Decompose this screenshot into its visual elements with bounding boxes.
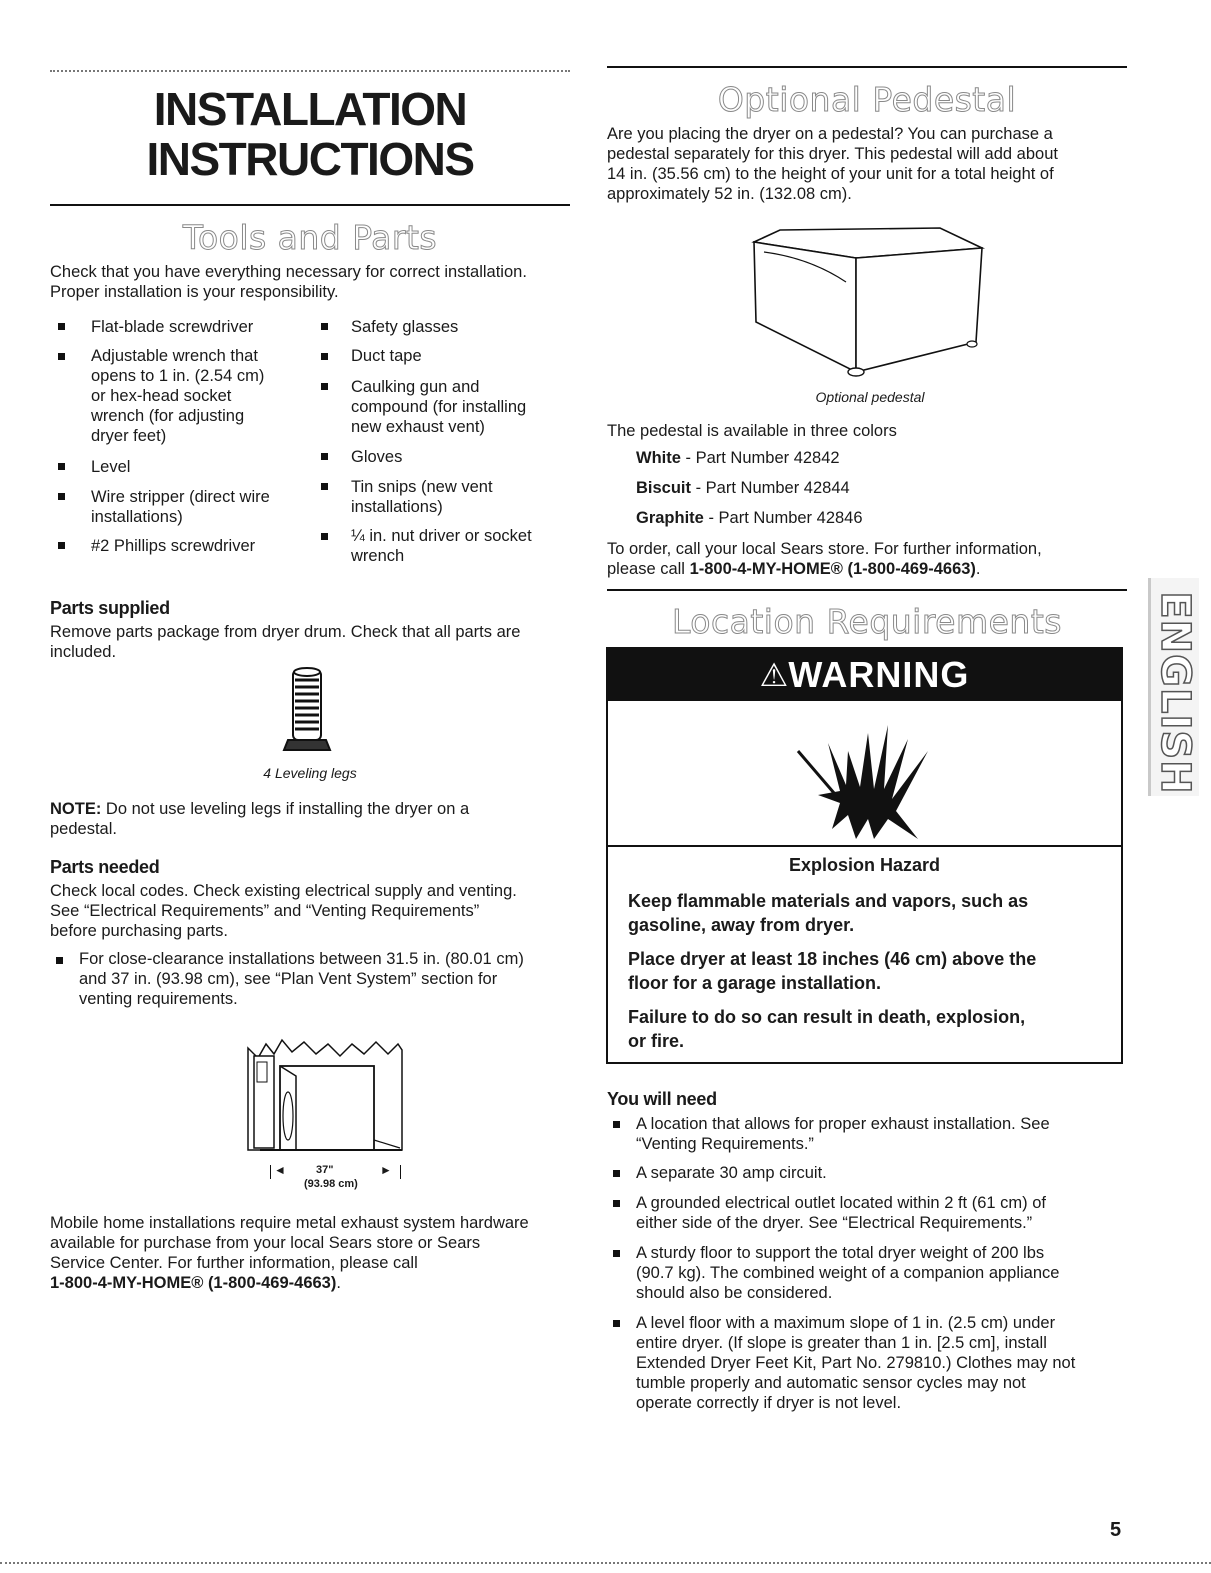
text-line: included. bbox=[50, 643, 117, 661]
part-number: - Part Number 42846 bbox=[703, 509, 863, 527]
color-option bbox=[636, 478, 850, 498]
warning-line: or fire. bbox=[628, 1031, 685, 1051]
hazard-title: Explosion Hazard bbox=[788, 855, 941, 875]
warning-line: floor for a garage installation. bbox=[628, 973, 882, 993]
warning-divider bbox=[608, 845, 1121, 847]
list-item bbox=[351, 346, 422, 366]
parts-needed-heading: Parts needed bbox=[50, 857, 160, 877]
list-item-text: should also be considered. bbox=[636, 1284, 833, 1302]
list-item-text: Extended Dryer Feet Kit, Part No. 279810.) Clothes may not bbox=[636, 1354, 1076, 1372]
list-item-text: new exhaust vent) bbox=[351, 418, 485, 436]
list-item bbox=[636, 1114, 1050, 1154]
list-item bbox=[636, 1313, 1075, 1413]
warning-header bbox=[608, 649, 1121, 701]
text-span: please call bbox=[607, 560, 690, 578]
text-span: . bbox=[975, 560, 981, 578]
list-item-text: For close-clearance installations between 31.5 in. (80.01 cm) bbox=[79, 950, 524, 968]
title-line-1: INSTALLATION bbox=[153, 83, 467, 135]
list-item bbox=[351, 526, 532, 566]
phone-number: 1-800-4-MY-HOME® (1-800-469-4663) bbox=[689, 560, 976, 578]
text-line bbox=[50, 1273, 580, 1293]
list-item-text: wrench bbox=[351, 547, 405, 565]
bullet bbox=[58, 493, 65, 500]
color-name: Biscuit bbox=[636, 479, 692, 497]
divider bbox=[50, 204, 570, 206]
leveling-note bbox=[50, 799, 580, 839]
list-item-text: installations) bbox=[351, 498, 443, 516]
text-line-end: . bbox=[336, 1274, 341, 1292]
list-item-text: A sturdy floor to support the total dryer weight of 200 lbs bbox=[636, 1244, 1045, 1262]
list-item-text: venting requirements. bbox=[79, 990, 238, 1008]
list-item-text: installations) bbox=[91, 508, 183, 526]
clearance-dimension bbox=[270, 1163, 402, 1197]
list-item-text: opens to 1 in. (2.54 cm) bbox=[91, 367, 265, 385]
list-item-text: operate correctly if dryer is not level. bbox=[636, 1394, 902, 1412]
color-option bbox=[636, 508, 863, 528]
list-item-text: compound (for installing bbox=[351, 398, 527, 416]
text-line: 14 in. (35.56 cm) to the height of your unit for a total height of bbox=[607, 165, 1054, 183]
warning-box bbox=[606, 647, 1123, 1064]
list-item-text: entire dryer. (If slope is greater than 1 in. [2.5 cm], install bbox=[636, 1334, 1047, 1352]
note-line: pedestal. bbox=[50, 820, 117, 838]
arrow-right-icon: ► bbox=[380, 1163, 392, 1177]
dimension-cm: (93.98 cm) bbox=[304, 1178, 358, 1190]
warning-message bbox=[628, 1005, 1118, 1053]
close-clearance-illustration bbox=[240, 1030, 410, 1160]
tools-intro bbox=[50, 262, 580, 302]
pedestal-colors bbox=[607, 421, 1137, 441]
note-text: Do not use leveling legs if installing the dryer on a bbox=[101, 800, 470, 818]
list-item-text: A separate 30 amp circuit. bbox=[636, 1164, 827, 1182]
warning-line: Keep flammable materials and vapors, such as bbox=[628, 891, 1029, 911]
list-item bbox=[91, 487, 270, 527]
language-side-tab bbox=[1148, 578, 1199, 796]
title-line-2: INSTRUCTIONS bbox=[146, 133, 474, 185]
bullet bbox=[321, 353, 328, 360]
list-item-text: A level floor with a maximum slope of 1 in. (2.5 cm) under bbox=[636, 1314, 1056, 1332]
list-item-text: either side of the dryer. See “Electrical Requirements.” bbox=[636, 1214, 1033, 1232]
list-item-text: A grounded electrical outlet located within 2 ft (61 cm) of bbox=[636, 1194, 1046, 1212]
list-item-text: “Venting Requirements.” bbox=[636, 1135, 814, 1153]
explosion-icon bbox=[788, 711, 948, 841]
pedestal-text bbox=[607, 124, 1137, 204]
list-item-text: Safety glasses bbox=[351, 318, 459, 336]
text-line: approximately 52 in. (132.08 cm). bbox=[607, 185, 852, 203]
bullet bbox=[613, 1200, 620, 1207]
bullet bbox=[321, 323, 328, 330]
list-item-text: and 37 in. (93.98 cm), see “Plan Vent System” section for bbox=[79, 970, 498, 988]
top-border bbox=[50, 70, 570, 73]
divider bbox=[607, 66, 1127, 68]
text-line: Service Center. For further information, please call bbox=[50, 1254, 418, 1272]
bullet bbox=[321, 483, 328, 490]
text-line: available for purchase from your local Sears store or Sears bbox=[50, 1234, 481, 1252]
text-line: Mobile home installations require metal exhaust system hardware bbox=[50, 1214, 529, 1232]
bullet bbox=[321, 383, 328, 390]
note-label: NOTE: bbox=[50, 800, 102, 818]
tools-intro-line: Check that you have everything necessary for correct installation. bbox=[50, 263, 527, 281]
dimension-tick-right bbox=[400, 1165, 401, 1179]
leveling-legs-caption: 4 Leveling legs bbox=[263, 765, 357, 781]
bullet bbox=[613, 1170, 620, 1177]
list-item bbox=[636, 1193, 1046, 1233]
warning-line: Place dryer at least 18 inches (46 cm) above the bbox=[628, 949, 1037, 969]
pedestal-caption: Optional pedestal bbox=[815, 389, 925, 405]
bullet bbox=[321, 453, 328, 460]
list-item bbox=[91, 457, 130, 477]
bullet bbox=[58, 463, 65, 470]
parts-supplied-text bbox=[50, 622, 580, 662]
text-line: To order, call your local Sears store. For further information, bbox=[607, 540, 1042, 558]
phone-number: 1-800-4-MY-HOME® (1-800-469-4663) bbox=[50, 1274, 337, 1292]
list-item-text: Tin snips (new vent bbox=[351, 478, 493, 496]
list-item-text: Caulking gun and bbox=[351, 378, 480, 396]
list-item-text: tumble properly and automatic sensor cycles may not bbox=[636, 1374, 1026, 1392]
bullet bbox=[56, 957, 63, 964]
warning-triangle-icon: ⚠ bbox=[759, 657, 789, 693]
warning-message bbox=[628, 947, 1118, 995]
text-line: Are you placing the dryer on a pedestal? You can purchase a bbox=[607, 125, 1053, 143]
page-number: 5 bbox=[1110, 1519, 1122, 1541]
color-name: Graphite bbox=[636, 509, 704, 527]
list-item bbox=[91, 317, 253, 337]
list-item bbox=[636, 1163, 827, 1183]
mobile-home-text bbox=[50, 1213, 580, 1293]
list-item-text: Duct tape bbox=[351, 347, 422, 365]
dimension-inches: 37" bbox=[316, 1164, 334, 1176]
text-line: Check local codes. Check existing electrical supply and venting. bbox=[50, 882, 517, 900]
bullet bbox=[613, 1320, 620, 1327]
warning-label: WARNING bbox=[788, 654, 970, 695]
warning-message bbox=[628, 889, 1118, 937]
list-item-text: ¼ in. nut driver or socket bbox=[351, 527, 532, 545]
bullet bbox=[613, 1250, 620, 1257]
parts-needed-text bbox=[50, 881, 580, 941]
leveling-leg-illustration bbox=[282, 662, 336, 762]
language-tab-label: ENGLISH bbox=[1152, 591, 1198, 795]
text-line: before purchasing parts. bbox=[50, 922, 228, 940]
list-item-text: Level bbox=[91, 458, 131, 476]
bottom-border bbox=[0, 1562, 1211, 1565]
list-item-text: Wire stripper (direct wire bbox=[91, 488, 270, 506]
list-item-text: wrench (for adjusting bbox=[91, 407, 245, 425]
color-name: White bbox=[636, 449, 681, 467]
list-item bbox=[351, 317, 458, 337]
tools-heading: Tools and Parts bbox=[182, 218, 438, 257]
list-item-text: (90.7 kg). The combined weight of a companion appliance bbox=[636, 1264, 1060, 1282]
list-item bbox=[79, 949, 524, 1009]
page-title bbox=[50, 84, 570, 184]
text-line: See “Electrical Requirements” and “Venting Requirements” bbox=[50, 902, 480, 920]
you-will-need-heading: You will need bbox=[607, 1089, 717, 1109]
order-text bbox=[607, 539, 1137, 579]
list-item bbox=[351, 447, 402, 467]
list-item-text: A location that allows for proper exhaust installation. See bbox=[636, 1115, 1050, 1133]
bullet bbox=[58, 353, 65, 360]
list-item bbox=[91, 346, 264, 446]
divider bbox=[607, 589, 1127, 591]
tools-intro-line: Proper installation is your responsibility. bbox=[50, 283, 339, 301]
color-option bbox=[636, 448, 840, 468]
warning-line: gasoline, away from dryer. bbox=[628, 915, 855, 935]
bullet bbox=[613, 1121, 620, 1128]
bullet bbox=[58, 542, 65, 549]
parts-supplied-heading: Parts supplied bbox=[50, 598, 170, 618]
text-line: Remove parts package from dryer drum. Check that all parts are bbox=[50, 623, 521, 641]
part-number: - Part Number 42842 bbox=[680, 449, 840, 467]
arrow-left-icon: ◄ bbox=[274, 1163, 286, 1177]
bullet bbox=[321, 533, 328, 540]
list-item bbox=[351, 477, 493, 517]
note-line bbox=[50, 799, 580, 819]
bullet bbox=[58, 323, 65, 330]
list-item-text: #2 Phillips screwdriver bbox=[91, 537, 256, 555]
text-line bbox=[607, 559, 1137, 579]
location-heading: Location Requirements bbox=[672, 602, 1062, 641]
list-item bbox=[91, 536, 255, 556]
list-item bbox=[351, 377, 526, 437]
list-item-text: Adjustable wrench that bbox=[91, 347, 258, 365]
list-item-text: Gloves bbox=[351, 448, 403, 466]
list-item-text: or hex-head socket bbox=[91, 387, 232, 405]
warning-line: Failure to do so can result in death, explosion, bbox=[628, 1007, 1026, 1027]
pedestal-heading: Optional Pedestal bbox=[717, 80, 1017, 119]
list-item bbox=[636, 1243, 1059, 1303]
text-line: pedestal separately for this dryer. This pedestal will add about bbox=[607, 145, 1058, 163]
part-number: - Part Number 42844 bbox=[691, 479, 850, 497]
dimension-tick-left bbox=[270, 1165, 271, 1179]
colors-intro: The pedestal is available in three colors bbox=[607, 422, 897, 440]
list-item-text: Flat-blade screwdriver bbox=[91, 318, 254, 336]
pedestal-illustration bbox=[740, 222, 990, 382]
list-item-text: dryer feet) bbox=[91, 427, 167, 445]
